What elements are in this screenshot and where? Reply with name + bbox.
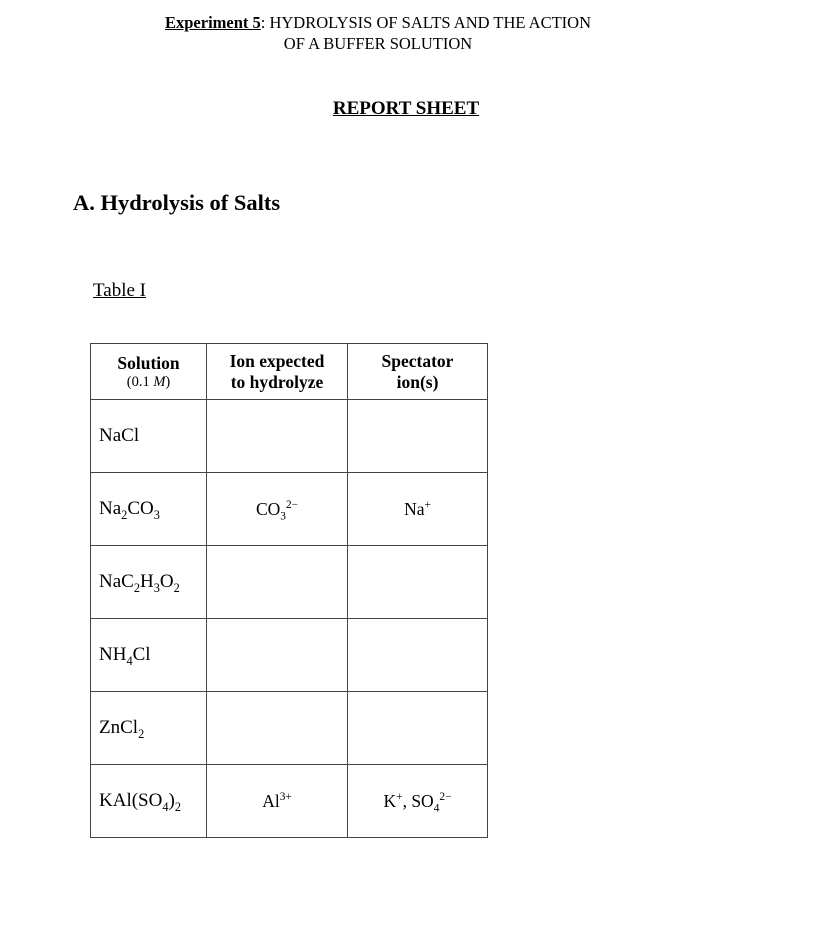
header-solution [91, 344, 207, 400]
solution-cell [91, 765, 207, 838]
ion-formula-part: 2− [285, 498, 299, 511]
ion-expected-cell [207, 473, 348, 546]
solution-formula-part: Na [99, 498, 122, 519]
solution-cell [91, 546, 207, 619]
ion-expected-cell[interactable] [207, 692, 348, 765]
ion-formula-part: Al [262, 790, 280, 811]
spectator-ion-cell [348, 765, 488, 838]
solution-cell [91, 692, 207, 765]
header-ion-expected [207, 344, 348, 400]
header-line-1 [0, 12, 756, 33]
spectator-formula-part: + [396, 790, 403, 803]
header-solution-concentration [91, 374, 206, 391]
concentration-open: (0.1 [126, 373, 154, 390]
experiment-label: Experiment 5 [164, 13, 261, 32]
solution-formula-part: 3 [153, 580, 160, 595]
table-row [91, 765, 488, 838]
table-row [91, 473, 488, 546]
header-spectator-line-2: ion(s) [396, 371, 439, 392]
header-ion-line-1: Ion expected [229, 350, 325, 371]
ion-expected-cell[interactable] [207, 400, 348, 473]
document-header [0, 12, 756, 54]
ion-expected-cell[interactable] [207, 619, 348, 692]
solution-formula-part: 2 [133, 580, 140, 595]
solution-formula-part: NH [99, 644, 127, 665]
header-spectator-line-1: Spectator [381, 350, 454, 371]
table-row [91, 546, 488, 619]
solution-formula-part: H [140, 571, 154, 592]
spectator-formula-part: + [424, 498, 431, 511]
spectator-formula-part: 4 [433, 802, 440, 814]
solution-formula-part: 2 [138, 726, 145, 741]
solution-formula-part: NaCl [99, 425, 140, 446]
table-body [91, 400, 488, 838]
spectator-ion-cell[interactable] [348, 546, 488, 619]
experiment-title-line-2: OF A BUFFER SOLUTION [283, 34, 473, 53]
solution-formula-part: ) [168, 790, 175, 811]
solution-formula-part: 2 [173, 580, 180, 595]
solution-formula-part: NaC [99, 571, 134, 592]
solution-formula-part: O [159, 571, 174, 592]
table-row [91, 692, 488, 765]
spectator-ion-cell [348, 473, 488, 546]
spectator-ion-cell[interactable] [348, 619, 488, 692]
solution-cell [91, 619, 207, 692]
concentration-close: ) [165, 373, 171, 390]
table-header-row [91, 344, 488, 400]
concentration-unit: M [153, 373, 166, 390]
solution-formula-part: Cl [132, 644, 151, 665]
table-row [91, 400, 488, 473]
solution-formula-part: KAl(SO [99, 790, 163, 811]
solution-formula-part: 2 [121, 507, 128, 522]
header-solution-label: Solution [117, 352, 180, 373]
section-heading: A. Hydrolysis of Salts [73, 190, 281, 215]
spectator-ion-cell[interactable] [348, 692, 488, 765]
table-row [91, 619, 488, 692]
ion-formula-part: 3+ [279, 790, 292, 803]
solution-cell [91, 473, 207, 546]
ion-expected-cell[interactable] [207, 546, 348, 619]
spectator-formula-part: Na [404, 498, 425, 519]
ion-formula-part: CO [255, 498, 281, 519]
table-label: Table I [93, 280, 147, 301]
solution-formula-part: 4 [126, 653, 133, 668]
solution-formula-part: ZnCl [99, 717, 139, 738]
header-spectator [348, 344, 488, 400]
ion-formula-part: 3 [280, 510, 286, 522]
ion-expected-cell [207, 765, 348, 838]
spectator-formula-part: , SO [402, 790, 434, 811]
spectator-ion-cell[interactable] [348, 400, 488, 473]
solution-formula-part: 3 [153, 507, 160, 522]
solution-formula-part: CO [127, 498, 154, 519]
spectator-formula-part: K [383, 790, 397, 811]
hydrolysis-table [90, 343, 488, 838]
report-sheet-title: REPORT SHEET [332, 98, 480, 119]
experiment-title-line-1: : HYDROLYSIS OF SALTS AND THE ACTION [260, 13, 591, 32]
header-ion-line-2: to hydrolyze [230, 371, 324, 392]
solution-formula-part: 2 [174, 799, 182, 814]
solution-cell [91, 400, 207, 473]
spectator-formula-part: 2− [439, 790, 452, 803]
solution-formula-part: 4 [162, 799, 169, 814]
